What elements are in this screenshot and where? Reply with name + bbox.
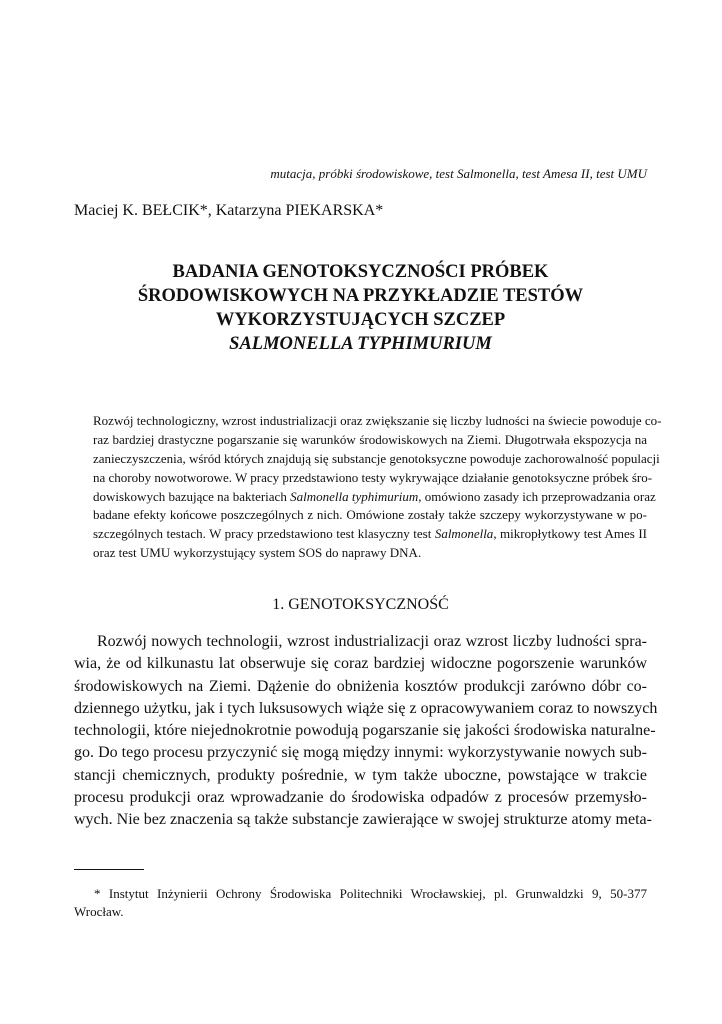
body-paragraph [74,631,658,832]
body-line: środowiskowych na Ziemi. Dążenie do obniżenia kosztów produkcji zarówno dóbr co- [74,677,647,695]
species-name: Salmonella typhimurium [290,488,419,504]
body-line: Rozwój nowych technologii, wzrost industrializacji oraz wzrost liczby ludności spra- [97,633,647,650]
abstract-line [93,488,656,507]
abstract-line: zanieczyszczenia, wśród których znajdują się substancje genotoksyczne powoduje zachorowalność populacji [93,450,660,466]
footnote-separator [74,869,144,870]
abstract-line: na choroby nowotworowe. W pracy przedstawiono testy wykrywające działanie genotoksyczne próbek śro- [93,469,653,485]
body-line: wia, że od kilkunastu lat obserwuje się coraz bardziej widoczne pogorszenie warunków [74,655,647,673]
abstract-text: , mikropłytkowy test Ames II [493,526,647,542]
genus-name: Salmonella [434,526,494,542]
abstract-text: dowiskowych bazujące na bakteriach [93,488,291,504]
footnote [74,885,647,921]
footnote-line: * Instytut Inżynierii Ochrony Środowiska Politechniki Wrocławskiej, pl. Grunwaldzki 9, 50-377 [94,886,647,901]
body-line: procesu produkcji oraz wprowadzanie do środowiska odpadów z procesów przemysło- [74,789,647,807]
title-line-2: ŚRODOWISKOWYCH NA PRZYKŁADZIE TESTÓW [137,286,584,306]
title-line-1: BADANIA GENOTOKSYCZNOŚCI PRÓBEK [172,262,549,282]
abstract [93,412,662,563]
abstract-line: oraz test UMU wykorzystujący system SOS do naprawy DNA. [93,545,422,561]
section-heading: 1. GENOTOKSYCZNOŚĆ [272,596,449,613]
title-line-3: WYKORZYSTUJĄCYCH SZCZEP [215,310,506,330]
body-line: dziennego użytku, jak i tych luksusowych wiąże się z opracowywaniem coraz to nowszych [74,699,658,717]
abstract-line [93,525,647,544]
abstract-text: , omówiono zasady ich przeprowadzania oraz [418,488,656,504]
abstract-line: raz bardziej drastyczne pogarszanie się warunków środowiskowych na Ziemi. Długotrwała ekspozycja na [93,431,647,447]
body-line: stancji chemicznych, produkty pośrednie, w tym także uboczne, powstające w trakcie [74,766,647,784]
abstract-line: badane efekty końcowe poszczególnych z nich. Omówione zostały także szczepy wykorzystywane w po- [93,507,647,523]
authors-line: Maciej K. BEŁCIK*, Katarzyna PIEKARSKA* [74,202,384,219]
keywords-line: mutacja, próbki środowiskowe, test Salmonella, test Amesa II, test UMU [270,166,647,181]
abstract-text: szczególnych testach. W pracy przedstawiono test klasyczny test [93,526,435,542]
body-line: technologii, które niejednokrotnie powodują pogarszanie się jakości środowiska naturalne- [74,722,656,740]
body-line: go. Do tego procesu przyczynić się mogą między innymi: wykorzystywanie nowych sub- [74,744,647,762]
abstract-line: Rozwój technologiczny, wzrost industrializacji oraz zwiększanie się liczby ludności na świecie powoduje co- [93,413,662,428]
body-line: wych. Nie bez znaczenia są także substancje zawierające w swojej strukturze atomy meta- [74,811,652,829]
paper-title [74,260,647,356]
title-line-4: SALMONELLA TYPHIMURIUM [229,334,492,354]
footnote-line: Wrocław. [74,904,124,919]
